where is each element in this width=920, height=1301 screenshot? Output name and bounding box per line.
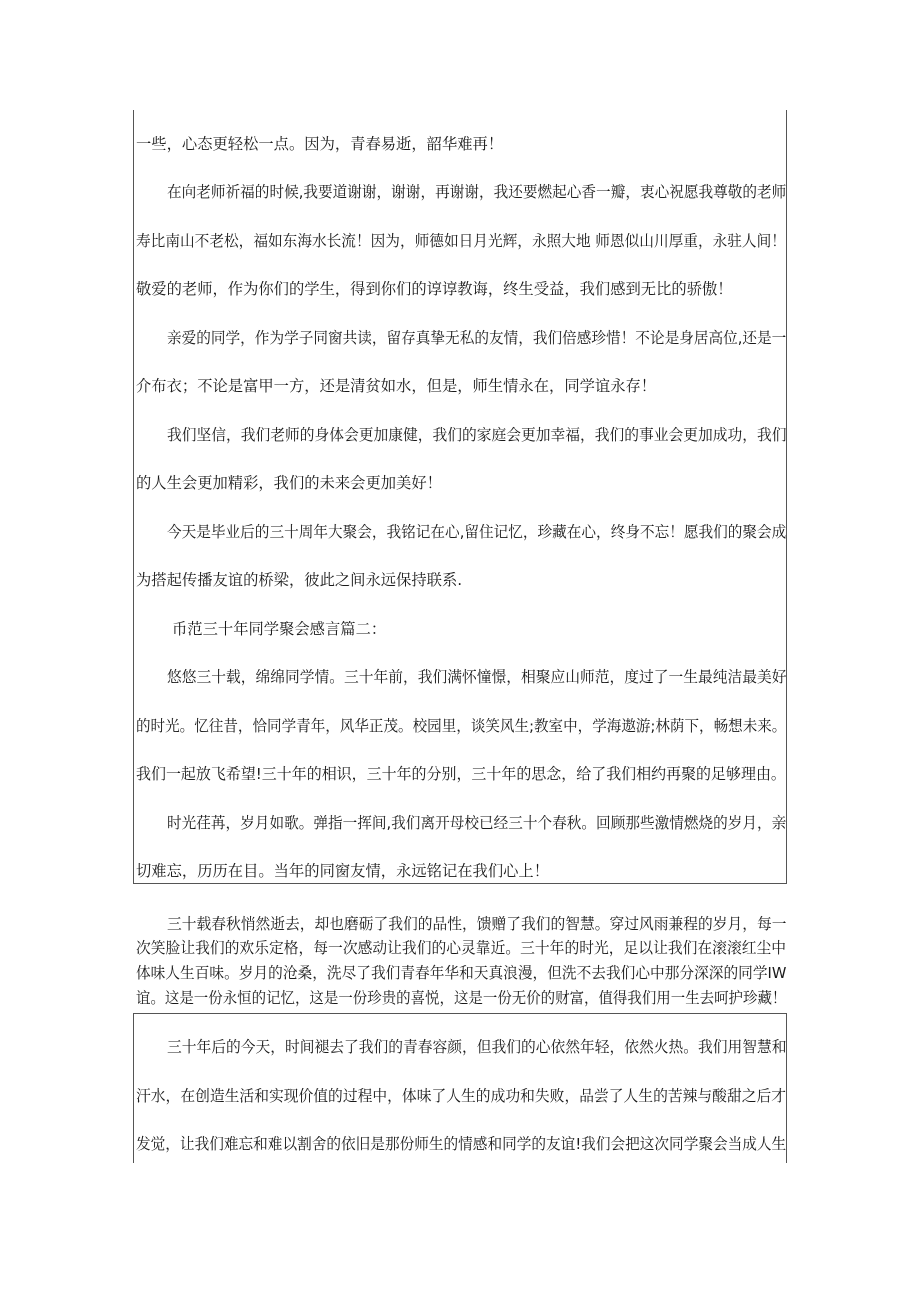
paragraph-line: 亲爱的同学，作为学子同窗共读，留存真挚无私的友情，我们倍感珍惜！不论是身居高位,还是一 <box>167 329 787 347</box>
section-heading: 币范三十年同学聚会感言篇二： <box>172 620 387 638</box>
paragraph-line: 谊。这是一份永恒的记忆，这是一份珍贵的喜悦，这是一份无价的财富，值得我们用一生去呵护珍藏！ <box>136 989 787 1007</box>
paragraph-line: 汗水，在创造生活和实现价值的过程中，体味了人生的成功和失败，品尝了人生的苦辣与酸甜之后才 <box>136 1087 787 1105</box>
paragraph-line: 发觉，让我们难忘和难以割舍的依旧是那份师生的情感和同学的友谊!我们会把这次同学聚会当成人生 <box>136 1135 787 1153</box>
paragraph-line: 在向老师祈福的时候,我要道谢谢，谢谢，再谢谢，我还要燃起心香一瓣，衷心祝愿我尊敬的老师 <box>167 183 787 201</box>
paragraph-line: 介布衣；不论是富甲一方，还是清贫如水，但是，师生情永在，同学谊永存！ <box>136 377 657 395</box>
paragraph-line: 切难忘，历历在目。当年的同窗友情，永远铭记在我们心上！ <box>136 862 550 880</box>
paragraph-line: 为搭起传播友谊的桥梁，彼此之间永远保持联系. <box>136 571 463 589</box>
paragraph-line: 敬爱的老师，作为你们的学生，得到你们的谆谆教诲，终生受益，我们感到无比的骄傲！ <box>136 280 733 298</box>
paragraph-line: 一些，心态更轻松一点。因为，青春易逝，韶华难再！ <box>136 135 504 153</box>
paragraph-line: 次笑脸让我们的欢乐定格，每一次感动让我们的心灵靠近。三十年的时光，足以让我们在滚滚红尘中 <box>136 939 787 957</box>
paragraph-line: 三十年后的今天，时间褪去了我们的青春容颜，但我们的心依然年轻，依然火热。我们用智慧和 <box>167 1038 787 1056</box>
paragraph-line: 的人生会更加精彩，我们的未来会更加美好！ <box>136 474 442 492</box>
paragraph-line: 我们坚信，我们老师的身体会更加康健，我们的家庭会更加幸福，我们的事业会更加成功，我们 <box>167 426 787 444</box>
paragraph-line: 我们一起放飞希望!三十年的相识，三十年的分别，三十年的思念，给了我们相约再聚的足够理由。 <box>136 765 786 783</box>
paragraph-line: 时光荏苒，岁月如歌。弹指一挥间,我们离开母校已经三十个春秋。回顾那些激情燃烧的岁月，亲 <box>167 814 787 832</box>
paragraph-line: 体味人生百味。岁月的沧桑，洗尽了我们青春年华和天真浪漫，但洗不去我们心中那分深深的同学IW <box>136 964 787 982</box>
paragraph-line: 的时光。忆往昔，恰同学青年，风华正茂。校园里，谈笑风生;教室中，学海遨游;林荫下，畅想未来。 <box>136 717 787 735</box>
paragraph-line: 三十载春秋悄然逝去，却也磨砺了我们的品性，馈赠了我们的智慧。穿过风雨兼程的岁月，每一 <box>167 915 787 933</box>
paragraph-line: 悠悠三十载，绵绵同学情。三十年前，我们满怀憧憬，相聚应山师范，度过了一生最纯洁最美好 <box>167 668 787 686</box>
paragraph-line: 寿比南山不老松，福如东海水长流！因为，师德如日月光辉，永照大地 师恩似山川厚重，永驻人间！ <box>136 232 786 250</box>
paragraph-line: 今天是毕业后的三十周年大聚会，我铭记在心,留住记忆，珍藏在心，终身不忘！愿我们的聚会成 <box>167 523 787 541</box>
